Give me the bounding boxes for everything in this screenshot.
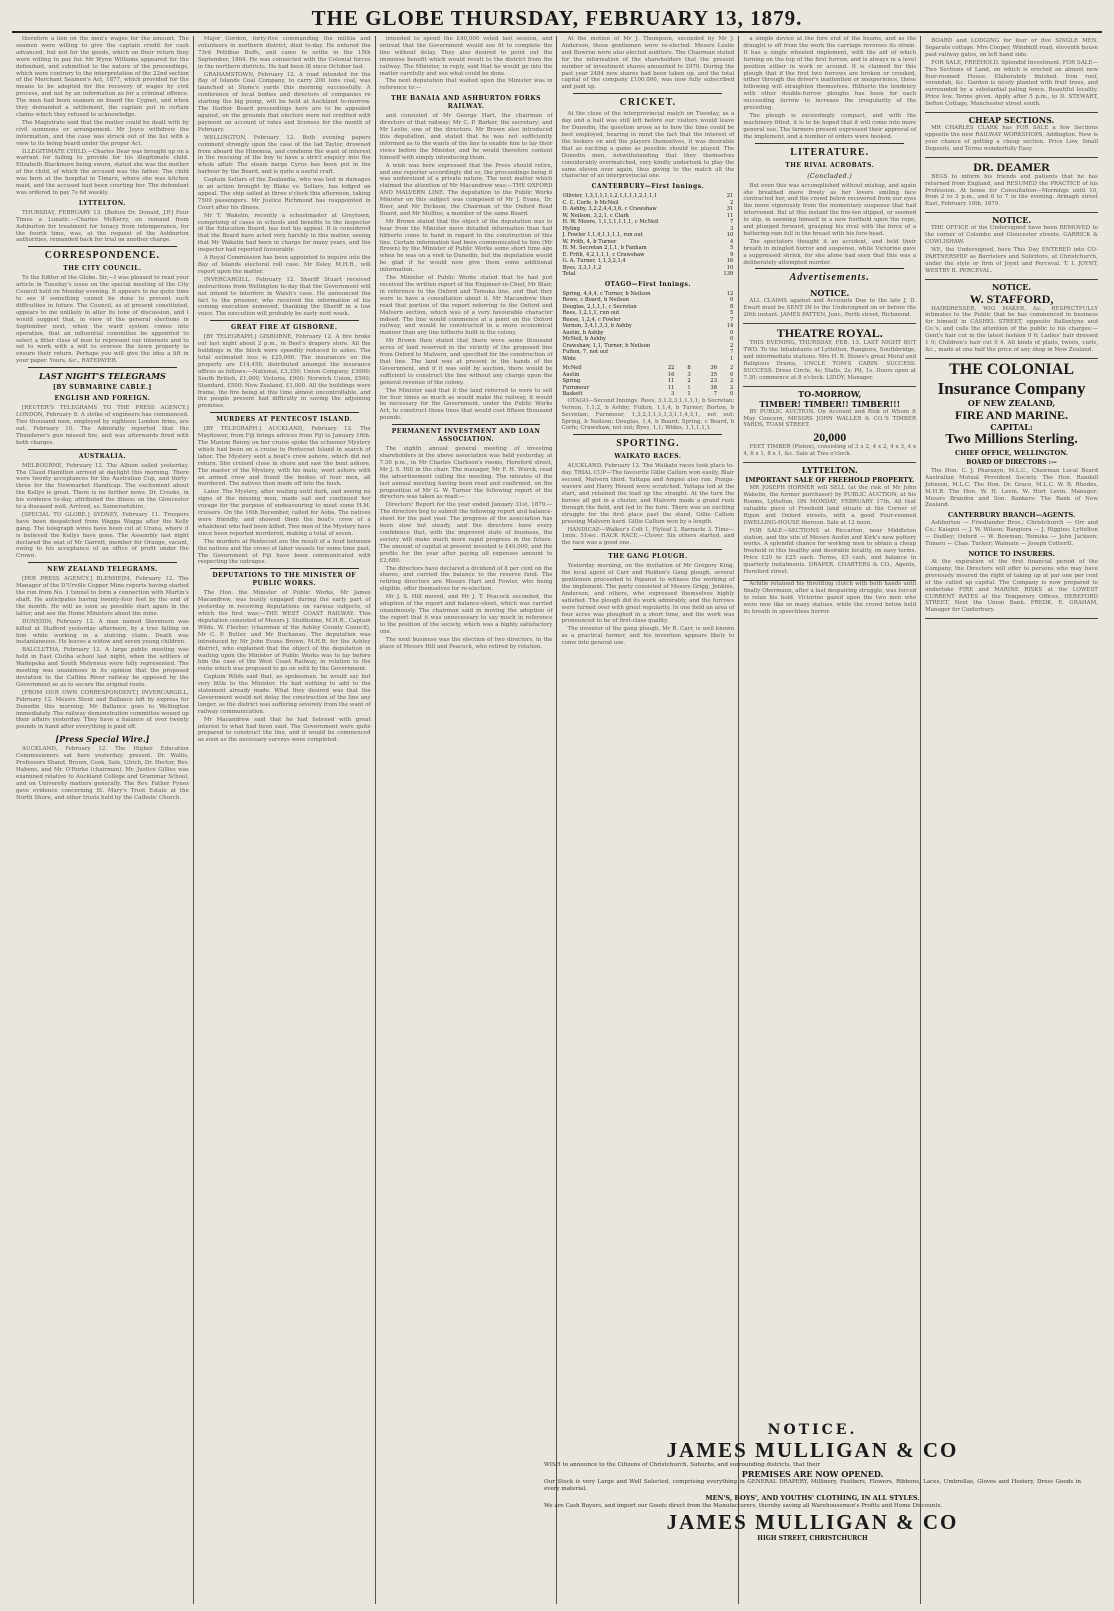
bowling-table (561, 365, 734, 398)
bowling-cell: 16 (667, 371, 675, 378)
bowling-cell: Baskett (562, 391, 583, 398)
bowling-cell: 22 (667, 365, 675, 372)
heading-telegrams: LAST NIGHT'S TELEGRAMS (38, 371, 166, 382)
bowling-cell: 38 (710, 384, 718, 391)
sub-telegrams: [BY SUBMARINE CABLE.] (53, 384, 152, 392)
canterbury-cell: E. Frith, 4,2,1,1,1, c Crawshaw (562, 251, 645, 258)
heading-city-council: THE CITY COUNCIL. (63, 265, 142, 273)
canterbury-cell: Ollivier, 1,3,1,1,1,1,2,1,1,1,1,2,1,1,1 (562, 193, 658, 200)
ad-canterbury-agents: CANTERBURY BRANCH—AGENTS. (947, 511, 1076, 520)
otago-cell: Reese, 1,2,4, c Fowler (562, 316, 621, 323)
heading-gisborne-fire: GREAT FIRE AT GISBORNE. (231, 324, 338, 332)
ad-notice-office: NOTICE. THE OFFICE of the Undersigned have been REMOVED to the corner of Colombo and Gloucester streets. GARRICK & COWLISHAW. WE, the Undersigned, have This Day ENTERED into CO-PARTNERSHIP as Barristers and Solicitors, at Christchurch, under the style or firm of Joynt and Perceval. T. I. JOYNT, WESTBY B. PERCEVAL. (925, 213, 1098, 279)
otago-innings-title: OTAGO—First Innings. (604, 280, 691, 288)
ad-theatre-title: THEATRE ROYAL. (776, 326, 883, 341)
ad-lyttelton: LYTTELTON. IMPORTANT SALE OF FREEHOLD PROPERTY. MR JOSEPH HORNER will SELL (at the risk of Mr John Wakelin, the former purchaser) by PUBLIC AUCTION, at his Rooms, Lyttelton, ON MONDAY, FEBRUARY 17th, All that valuable piece of Freehold land situate at the Corner of Ripon and Oxford streets, with a good Four-roomed DWELLING-HOUSE thereon. Sale at 12 noon. FOR SALE—SECTIONS at Riccarton, near Middleton station, and the site of Messrs Austin and Kirk's new pottery works. A splendid chance for working men to obtain a cheap freehold in this healthy and desirable locality, on easy terms. Price £20 to £25 each. Terms, £5 cash, and balance in quarterly instalments. DRAPER, CHARTERS & CO., Agents, Hereford street. (743, 463, 916, 581)
ad-timber-title: TIMBER! TIMBER!! TIMBER!!! (759, 398, 901, 409)
ad-stafford-title: W. STAFFORD, (969, 291, 1054, 306)
bowling-cell: 7 (713, 391, 718, 398)
ad-colonial-title: THE COLONIAL (949, 360, 1075, 378)
ad-dr-name: DR. DEAMER (973, 159, 1050, 174)
bowling-cell: 35 (710, 371, 718, 378)
bowling-cell: 2 (687, 378, 691, 385)
otago-cell: 0 (730, 329, 734, 336)
ad-board-lodging: BOARD and LODGING for four or five SINGLE MEN. Separate cottage. Mrs Cooper, Windmill road, eleventh house past railway gates, on left hand side. FOR SALE, FREEHOLD. Splendid Investment. FOR SALE—Two Sections of Land, on which is erected an almost new four-roomed House. Elaborately finished. Iron roof, verandah, &c. Garden is nicely planted with fruit trees, and surrounded by a substantial paling fence. Beautiful locality. Price low. Terms given. Apply after 5 p.m., to D. STEWART, Sefton Cottage, Manchester street south. (925, 36, 1098, 113)
ad-capital-label: CAPITAL: (990, 421, 1033, 432)
canterbury-cell: H. M. Secretan 2,1,1, b Fanham (562, 245, 647, 252)
otago-cell: 0 (730, 336, 734, 343)
bowling-cell: Furnmour (562, 384, 590, 391)
canterbury-cell: W. Frith, 4, b Turner (562, 238, 617, 245)
mulligan-clothing: MEN'S, BOYS', AND YOUTHS' CLOTHING, IN ALL STYLES. (705, 1494, 920, 1502)
heading-advertisements: Advertisements. (789, 272, 870, 284)
mulligan-name-1: JAMES MULLIGAN & CO (666, 1438, 959, 1462)
canterbury-cell: 4 (730, 238, 734, 245)
otago-cell: 1 (730, 355, 734, 362)
ad-notice: NOTICE. ALL CLAIMS against and Accounts Due to the late J. D. Ewart must be SENT IN to the Undersigned on or before the 20th instant. JAMES PATTEN, Junr., Perth street, Richmond. (743, 286, 916, 324)
bowling-cell: 0 (730, 391, 734, 398)
ad-chief-office: CHIEF OFFICE, WELLINGTON. (955, 448, 1069, 457)
heading-press-wire: [Press Special Wire.] (55, 734, 150, 745)
heading-deputations: DEPUTATIONS TO THE MINISTER OF PUBLIC WORKS. (212, 572, 357, 588)
bowling-cell: 2 (730, 378, 734, 385)
bowling-cell: 1 (687, 391, 691, 398)
ad-board-title: BOARD OF DIRECTORS :— (966, 458, 1057, 466)
heading-railway: THE BANAIA AND ASHBURTON FORKS RAILWAY. (391, 95, 541, 111)
ad-lyttelton-title: LYTTELTON. (801, 465, 858, 476)
ad-notice2-title: NOTICE. (991, 281, 1032, 292)
canterbury-cell: Hyling (562, 225, 580, 232)
masthead: THE GLOBE THURSDAY, FEBRUARY 13, 1879. (311, 6, 803, 30)
otago-cell: 0 (730, 297, 734, 304)
column-6 (920, 36, 1102, 1604)
masthead-rule (12, 31, 1102, 33)
canterbury-cell: 7 (730, 219, 734, 226)
canterbury-cell: Byes, 3,3,1,1,2 (562, 264, 602, 271)
mulligan-banner (540, 1422, 1085, 1544)
canterbury-cell: 9 (730, 251, 734, 258)
canterbury-cell: 2 (730, 199, 734, 206)
otago-row (561, 356, 734, 363)
mulligan-notice: NOTICE. (767, 1422, 858, 1438)
ad-insurance-title: Insurance Company (937, 378, 1086, 398)
otago-cell: Crawshaw, 1,1, Turner, b Neilson (562, 342, 651, 349)
ad-theatre: THEATRE ROYAL. THIS EVENING, THURSDAY, FEB. 13. LAST NIGHT BUT TWO. To the Inhabitants of Lyttelton, Rangiora, Southbridge, and intermediate stations. Mrs H. B. Stowe's great Moral and Religious Drama, UNCLE TOM'S CABIN. SUCCESS. SUCCESS. Dress Circle, 4s; Stalls, 2s; Pit, 1s. Doors open at 7.30; commence at 8 o'clock. LIDDY, Manager. (743, 324, 916, 386)
column-4: At the motion of Mr J. Thompson, seconded by Mr J. Anderson, those gentlemen were re-elected. Messrs Leslie and Bowron were also elected auditors. The Chairman stated for the information of the shareholders that the present number of investment shares amounted to 2970. During the past year 2484 new shares had been taken up, and the total capital of the company £100,000, was now fully subscribed and paid up. CRICKET. At the close of the interprovincial match on Tuesday, as a day and a half was still left before our visitors would leave for Dunedin, the question arose as to how the time could be best employed, bearing in mind the fact that the interest of the lookers on and the players themselves, it was desirable that as exciting a game as possible should be played. The Dunedin men, notwithstanding that they themselves considerably overmatched, very kindly undertook to play the same eleven over again, thus giving to the match all the character of an interprovincial one. CANTERBURY—First Innings. Ollivier, 1,3,1,1,1,1,2,1,1,1,1,2,1,1,1 21 C. C. Corfe, b McNeil 2 D. Ashby, 3,2,2,4,4,3,6, c Crawshaw 31 W. Neilson, 3,2,1, c Clark 11 H. W. Moore, 1,1,1,1,1,1,1, c McNeil 7 Hyling 3 J. Fowler 1,1,4,1,1,1,1, run out 10 W. Frith, 4, b Turner 4 H. M. Secretan 2,1,1, b Fanham 5 E. Frith, 4,2,1,1,1, c Crawshaw 9 G. A. Turner, 1,1,3,2,1,4 16 Byes, 3,3,1,1,2 10 Total 139 OTAGO—First Innings. Spring, 4,4,4, c Turner, b Neilson 12 Rowe, c Board, b Neilson 0 Douglas, 2,1,1,1, c Secretan 8 Rees, 1,2,1,1, run out 5 Reese, 1,2,4, c Fowler 7 Vernon, 3,4,1,3,3, b Ashby 14 Austin, b Ashby 0 McNeil, b Ashby 0 Crawshaw, 1,1, Turner, b Neilson 2 Fulton, 7, not out 7 Wide 1 McNeil 22 8 36 2 Austin 16 3 35 0 Spring 11 2 23 2 Furnmour 11 1 38 2 Baskett 3 1 7 0 OTAGO—Second Innings. Rees, 3,1,2,3,1,1,1,1, b Secretan; Vernon, 1,1,2, b Ashby; Fulton, 1,1,4, b Turner; Borton, b Secretan; Furnmour, 1,3,2,1,1,1,1,3,1,1,4,3,1, not out; Spring, b Neilson; Douglas, 1,4, b Board; Spring, c Board, b Corfe; Crawshaw, not out; Byes, 1,1; Wides, 1,1,1,1,1. SPORTING. WAIKATO RACES. AUCKLAND, February 12. The Waikato races took place to-day. TRIAL CUP—The favourite Gillie Callum won easily, Blair second, Malvern third. Yattapa and Ampisi also ran. Punga-wavere and Harry Hound were scratched. Yattapa led at the start, and retained the lead up the straight. At the turn the horses all got in a cluster, and Malvern made a grand rush through the field, and led to the turn. There was an exciting struggle for the first place past the stand, Gillie Callum pressing Malvern hard. Gillie Callum won by a length. HANDICAP.—Walker's Colt 1, Flyleaf 2, Barnacle 3. Time—1min. 51sec. HACK RACE.—Clover. Six others started, and the race was a good one. THE GANG PLOUGH. Yesterday morning, on the invitation of Mr Gregory King, the local agent of Carr and Holden's Gang plough, several gentlemen proceeded to Papanui to witness the working of the implement. The party consisted of Messrs Grigg, Jenkins, Anderson, and others, who expressed themselves highly satisfied. The plough did its work admirably, and the furrows were turned over with great regularity. In one field an area of four acres was ploughed in a short time, and the work was pronounced to be of first-class quality. The inventor of the gang plough, Mr R. Carr, is well known as a practical farmer, and his invention appears likely to come into general use. (556, 36, 738, 1604)
bowling-cell: 11 (667, 378, 675, 385)
canterbury-cell: W. Neilson, 3,2,1, c Clark (562, 212, 629, 219)
canterbury-total: 139 (723, 271, 734, 278)
column-2: Major Gordon, forty-five commanding the militia and volunteers in northern district, died to-day. He entered the 73rd Pettiboe Buffs, and came to settle in the 15th September, 1864. He was connected with the Colonial forces in the northern districts. He had been ill since October last. GRAHAMSTOWN, February 12. A road intended for the Bay of Islands Coal Company, to carry 200 tons coal, was launched at Stone's yards this morning successfully. A conference of local bodies and directors of companies re starting the big pump, will be held at Auckland to-morrow. The Harbor Board proceedings here are to be appealed against, on the grounds that electors were not credited with payment on account of rates and licenses for the month of February. WELLINGTON, February 12. Both evening papers comment strongly upon the case of the lad Taylor, drowned from aboard the Hinemoa, and condemn the want of interest in the rescuing of the boy to have a strict enquiry into the whole affair. The steam barge Cyrus has been put in the harbour by the Board, and is quite a useful craft. Captain Sellars of the Zealandia, who was lost in damages in an action brought by Blake vs. Sellars, has lodged an appeal. The ship sailed at three o'clock this afternoon, taking 7500 passengers. Mr Justice Richmond has reappointed in Court after his illness. Mr T. Wakelin, recently a schoolmaster at Greytown, comprising of cases in schools and benefits to the inspector of the Education Board, has lost his appeal. It is considered that the Board have acted very harshly in this matter, seeing that Mr Wakelin had been in charge for many years, and the inspector had reported favourably. A Royal Commission has been appointed to inquire into the Bay of Islands electoral roll case. Mr Ilsley, M.H.R., will report upon the matter. INVERCARGILL, February 12. Sheriff Stuart received instructions from Wellington to-day that the Government will not intend to interfere in Walsh's case. He announced the fact to the prisoner, who received the information of his coming execution unmoved, thanking the Sheriff in a low voice. The execution will probably be early next week. GREAT FIRE AT GISBORNE. [BY TELEGRAPH.] GISBORNE, February 12. A fire broke out last night about 2 p.m., in Beet's drapery store. All the buildings in the block were speedily reduced to ashes. The total estimated loss is £25,000. The insurances on the property are £14,450, distributed amongst the insurance offices as follows:—National, £3,350; Union Company, £3000; South British, £1,000; Victoria, £900; Norwich Union, £500; Standard, £500; New Zealand, £1,000. All the buildings were frame, the fire being at this time almost uncontrollable, and the people present had difficulty in saving the adjoining premises. MURDERS AT PENTECOST ISLAND. [BY TELEGRAPH.] AUCKLAND, February 12. The Mayflower, from Fiji brings advices from Fiji to January 16th. The Marion Renny on her cruise spoke the schooner Mystery which had been on a cruise to Pentecost Island in search of labor. The Mystery sent a boat's crew ashore, which did not return. She cruised close in shore and saw the boat ashore. The master of the Mystery, with his mate, went ashore with an armed crew and found the bodies of four men, all murdered. The natives then made off into the bush. Later. The Mystery, after waiting until dark, and seeing no signs of the missing men, made sail and continued her voyage for the purpose of endeavouring to meet some H.M. cruisers. On the 16th December, called for Aoba. The natives were friendly, and showed them the boat's crew of a whaleboat who had been killed. Two men of the Mystery have since been reported murdered, making a total of seven. The murders at Pentecost are the result of a feud between the natives and the crews of labor vessels for some time past. The Government of Fiji have been communicated with respecting the outrages. DEPUTATIONS TO THE MINISTER OF PUBLIC WORKS. The Hon. the Minister of Public Works, Mr James Macandrew, was busily engaged during the early part of yesterday in receiving deputations on various subjects, of which the first was:—THE WEST COAST RAILWAY. This deputation consisted of Messrs J. Studholme, M.H.R., Captain Wilds, W. Flesher, (chairman of the Ashley County Council), Mr C. P. Butler, and Mr Buchanan. The deputation was introduced by Mr John Evans Brown, M.H.R. for the Ashley district, who explained that the object of the deputation in waiting upon the Minister of Public Works was to lay before him the case of the West Coast Railway, in relation to the route which was proposed to go on with by the Government. Captain Wilds said that, as spokesman, he would say but very little to the Minister. He had nothing to add to the statement already made. What they desired was that the Government would not delay the construction of the line any longer, as the district was suffering severely from the want of railway communication. Mr Macandrew said that he had listened with great interest to what had been said. The Government were quite prepared to construct the line, and it would be commenced as soon as the necessary surveys were completed. (193, 36, 375, 1604)
rival-sub: (Concluded.) (807, 172, 853, 180)
bowling-cell: 2 (730, 365, 734, 372)
columns (12, 36, 1102, 1604)
canterbury-cell: G. A. Turner, 1,1,3,2,1,4 (562, 258, 626, 265)
canterbury-cell: 10 (726, 264, 734, 271)
ad-capital-value: Two Millions Sterling. (945, 431, 1078, 447)
canterbury-cell: 21 (726, 193, 734, 200)
otago-innings-table (561, 291, 734, 363)
ad-tomorrow: TO-MORROW, (798, 388, 862, 399)
mulligan-premises: PREMISES ARE NOW OPENED. (741, 1469, 884, 1479)
heading-lyttelton: LYTTELTON. (78, 199, 126, 207)
ad-cheap-sections: CHEAP SECTIONS. MR CHARLES CLARK has FOR SALE a few Sections opposite the new RAILWAY WORKSHOPS, Addington. Now is your chance of getting a cheap section. Price Low, Small Deposits, and Terms wonderfully Easy. (925, 113, 1098, 158)
otago-cell: 12 (726, 290, 734, 297)
bowling-cell: McNeil (562, 365, 582, 372)
ad-colonial-insurance: THE COLONIAL Insurance Company OF NEW ZEALAND, FIRE AND MARINE. CAPITAL: Two Millions Sterling. CHIEF OFFICE, WELLINGTON. BOARD OF DIRECTORS :— The Hon. C. J. Pharazyn, M.L.C., Chairman Local Board Australian Mutual Provident Society. The Hon. Randall Johnson, M.L.C. The Hon. Dr. Grace, M.L.C. W. B. Rhodes, M.H.R. The Hon. W. H. Levin. W. Hort Levin. Manager: Messrs Brandon and Son. Bankers: The Bank of New Zealand. CANTERBURY BRANCH—AGENTS. Ashburton — Friedlander Bros.; Christchurch — Orr and Co.; Kaiapoi — J. W. Wilson; Rangiora — J. Higgins; Lyttelton — Dudley; Oxford — W. Bowman; Temuka — John Jackson; Timaru — Chas. Tucker; Waimate — Joseph Cotterill. NOTICE TO INSURERS. At the expiration of the first financial period of the Company, the Directors will offer to persons who may have previously insured the right of taking up at par one per cent of the called up capital. The Company is now prepared to undertake FIRE and MARINE RISKS at the LOWEST CURRENT RATES at the Temporary Offices, HEREFORD STREET, Next the Union Bank. FREDK. E. GRAHAM, Manager for Canterbury. (925, 359, 1098, 619)
ad-fire-marine: FIRE AND MARINE. (955, 407, 1069, 422)
otago-cell: Austin, b Ashby (562, 329, 604, 336)
otago-cell: Vernon, 3,4,1,3,3, b Ashby (562, 323, 632, 330)
otago-cell: 8 (730, 303, 734, 310)
otago-cell: Rowe, c Board, b Neilson (562, 297, 630, 304)
mulligan-buyers: We are Cash Buyers, and import our Goods direct from the Manufacturers, thereby saving all Warehousemen's Profits and Home Discounts. (544, 1503, 943, 1509)
ad-stafford: NOTICE. W. STAFFORD, HAIRDRESSER, WIG MAKER, &c., RESPECTFULLY intimates to the Public that he has commenced in business for himself in CASHEL STREET, opposite Ballantyne and Co.'s, and calls the attention of the public to his charges:— Gent's hair cut in the latest fashion 0 6; Ladies' hair dressed 1 0; Children's hair cut 0 4. All kinds of plaits, twists, curls, &c., made at one half the price of any shop in New Zealand. (925, 280, 1098, 359)
canterbury-cell: D. Ashby, 3,2,2,4,4,3,6, c Crawshaw (562, 206, 657, 213)
bowling-cell: 11 (667, 384, 675, 391)
mulligan-stock: Our Stock is very Large and Well Selected, comprising everything in GENERAL DRAPERY, Millinery, Feathers, Flowers, Ribbons, Laces, Umbrellas, Gloves and Hosiery, Dress Goods in every material. (544, 1479, 1081, 1492)
canterbury-cell: 10 (726, 232, 734, 239)
bowling-cell: 0 (730, 371, 734, 378)
otago-cell: Fulton, 7, not out (562, 349, 609, 356)
otago-cell: Rees, 1,2,1,1, run out (562, 310, 620, 317)
ad-notice-title: NOTICE. (810, 288, 850, 299)
bowling-cell: 1 (687, 384, 691, 391)
otago-cell: Wide (562, 355, 576, 362)
heading-nz: NEW ZEALAND TELEGRAMS. (47, 566, 158, 574)
bowling-cell: 2 (730, 384, 734, 391)
otago-cell: 7 (730, 349, 734, 356)
heading-gang-plough: THE GANG PLOUGH. (608, 553, 688, 561)
column-3: intended to spend the £40,000 voted last session, and entreat that the Government would see fit to complete the line without delay. They also desired to point out the immense benefit which would result to the district from the railway. The Minister, in reply, said that he would go into the matter carefully and see what could be done. The next deputation that waited upon the Minister was in reference to:— THE BANAIA AND ASHBURTON FORKS RAILWAY. and consisted of Mr George Hart, the chairman of directors of that railway; Mr C. P. Barker, the secretary; and Mr Leslie, one of the directors. Mr Brown also introduced this deputation, and stated that he was not sufficiently informed as to the wants of the line to enable him to lay their views before the Minister, and he would therefore content himself with simply introducing them. A wish was here expressed that the Press should retire, and one reporter accordingly did so, the proceedings being it was understood of a private nature. The next matter which claimed the attention of Mr Macandrew was:—THE OXFORD AND MALVERN LINE. The deputation to the Public Works Minister on this subject was composed of Mr J. Evans, Dr. Boor, and Mr Dickson, the Chairman of the Oxford Road Board, and Mr Mullins, a member of the same Board. Mr Brown stated that the object of the deputation was to hear from the Minister more detailed information than had hitherto come to hand in regard to the construction of this line. Certain information had been communicated to him (Mr Brown) by the Minister of Public Works some short time ago when he was on a visit to Dunedin, but the deputation would be glad if he would now give them some additional information. The Minister of Public Works stated that he had just received the written report of the Engineer-in-Chief, Mr Blair, in reference to the Oxford and Temuka line, and that they were to have a consultation about it. Mr Macandrew then read that portion of the report referring to the Oxford and Malvern section, which was of a very favourable character indeed. The line would commence at a point on the Oxford railway, and would be constructed in a more economical manner than any line hitherto built in the colony. Mr Brown then stated that there were some thousand acres of land reserved in the vicinity of the proposed line from Oxford to Malvern, and specified for the construction of that line. The land was at present in the hands of the Government, and if it was sold by auction, there would be sufficient to construct the line without any charge upon the general revenue of the colony. The Minister said that if the land referred to were to sell for four times as much as would make the railway, it would be necessary for the Government, under the Public Works Act, to construct those lines that would cost fifteen thousand pounds. PERMANENT INVESTMENT AND LOAN ASSOCIATION. The eighth annual general meeting of investing shareholders in the above association was held yesterday, at 7.30 p.m., in Mr Charles Clarkson's rooms, Hereford street, Mr J. S. Hill in the chair. The manager, Mr F. H. Wurck, read the advertisement calling the meeting. The minutes of the last annual meeting having been read and confirmed, on the proposition of Mr G. W. Turner the following report of the directors was taken as read:— Directors' Report for the year ended January 31st, 1879.—The directors beg to submit the following report and balance-sheet for the past year. The progress of the association has been slow but steady, and the directors have every confidence that, with the improved state of business, the society will make much more rapid progress in the future. The amount of capital at present invested is £40,000, and the profits for the year after paying all expenses amount to £2,680. The directors have declared a dividend of 8 per cent on the shares, and carried the balance to the reserve fund. The retiring directors are Messrs Hart and Fowler, who being eligible, offer themselves for re-election. Mr J. S. Hill moved, and Mr J. T. Peacock seconded, the adoption of the report and balance-sheet, which was carried unanimously. The chairman said in moving the adoption of the report that it was unnecessary to say much in reference to the position of the society, which was a highly satisfactory one. The next business was the election of two directors, in the place of Messrs Hill and Peacock, who retired by rotation. (375, 36, 557, 1604)
mulligan-intro: WISH to announce to the Citizens of Christchurch, Suburbs, and surrounding districts, that their (544, 1462, 821, 1468)
canterbury-cell: C. C. Corfe, b McNeil (562, 199, 619, 206)
bowling-cell: 8 (687, 365, 691, 372)
otago-cell: 14 (726, 323, 734, 330)
otago-cell: 5 (730, 310, 734, 317)
bowling-cell: Austin (562, 371, 580, 378)
ad-of-nz: OF NEW ZEALAND, (967, 397, 1056, 408)
canterbury-cell: 3 (730, 225, 734, 232)
canterbury-cell: H. W. Moore, 1,1,1,1,1,1,1, c McNeil (562, 219, 659, 226)
heading-permanent: PERMANENT INVESTMENT AND LOAN ASSOCIATION. (391, 428, 541, 444)
ad-timber: TO-MORROW, TIMBER! TIMBER!! TIMBER!!! BY PUBLIC AUCTION. On Account and Risk of Whom it May Concern, MESSRS JOHN WALLER & CO.'S TIMBER YARDS, TUAM STREET. 20,000 FEET TIMBER (Piston), consisting of 3 x 2, 4 x 2, 4 x 3, 4 x 4, 6 x 1, 8 x 1, &c. Sale at Two o'clock. (743, 387, 916, 464)
ad-cheap-sections-title: CHEAP SECTIONS. (968, 115, 1055, 126)
heading-english: ENGLISH AND FOREIGN. (54, 395, 151, 403)
canterbury-cell: 11 (726, 212, 734, 219)
otago-cell: Spring, 4,4,4, c Turner, b Neilson (562, 290, 651, 297)
heading-sporting: SPORTING. (616, 438, 680, 450)
canterbury-cell: 31 (726, 206, 734, 213)
bowling-cell: 36 (710, 365, 718, 372)
mulligan-street: HIGH STREET, CHRISTCHURCH (757, 1535, 868, 1542)
mulligan-name-2: JAMES MULLIGAN & CO (666, 1510, 959, 1534)
ad-notice1-title: NOTICE. (991, 215, 1032, 226)
heading-pentecost: MURDERS AT PENTECOST ISLAND. (216, 416, 353, 424)
bowling-cell: 3 (671, 391, 675, 398)
otago-cell: 2 (730, 342, 734, 349)
canterbury-innings-title: CANTERBURY—First Innings. (591, 183, 705, 191)
ad-important-title: IMPORTANT SALE OF FREEHOLD PROPERTY. (745, 476, 915, 485)
heading-waikato: WAIKATO RACES. (614, 453, 682, 461)
heading-cricket: CRICKET. (619, 97, 677, 109)
otago-cell: 7 (730, 316, 734, 323)
bowling-cell: Spring (562, 378, 581, 385)
canterbury-cell: J. Fowler 1,1,4,1,1,1,1, run out (562, 232, 643, 239)
otago-cell: McNeil, b Ashby (562, 336, 606, 343)
heading-rival-acrobats: THE RIVAL ACROBATS. (785, 161, 875, 169)
column-1: therefore a lien on the men's wages for the amount. The seamen were willing to give the captain credit for cash advanced, but not for the goods, which on their return they were willing to pay for. Mr Wynn Williams appeared for the defendant, and submitted to the nature of the proceedings, which were contrary to the interpretation of the 22nd section of the Merchant Seamen's Act, 1877, which provided for the means to be adopted for the recovery of wages by civil process, and not by an information as for a criminal offence. The men had been seamen on board the Cygnet, and when they demanded a settlement, the captain put in certain claims which they refused to acknowledge. The Magistrate said that the matter could be dealt with by civil summons or arrangement. Mr Joyce withdrew the information, and the case was struck out of the list with a view to its being heard under the proper Act. ILLEGITIMATE CHILD.—Charles Dear was brought up on a warrant for failing to provide for his illegitimate child. Elizabeth Blackmore being sworn, stated she was the mother of the child, of which the accused was the father. The child was born at the hospital in Timaru, where she was kitchen maid, and the accused had been courting her. The defendant was ordered to pay 7s 6d weekly. LYTTELTON. THURSDAY, FEBRUARY 13. [Before Dr. Donald, J.P.] Four Times a Lunatic.—Charles McKerry, on remand from Ashburton for treatment for lunacy from intemperance, for the fourth time, was, at the request of the Ashburton authorities, remanded back for trial on another charge. CORRESPONDENCE. THE CITY COUNCIL. To the Editor of the Globe. Sir,—I was pleased to read your article in Tuesday's issue on the special meeting of the City Council held on Monday evening. It appears to me quite time to see if something cannot be done to prevent such difficulties in future. The Council, as at present constituted, appears to me unlikely to alter its tone of discussion, and I would suggest that, in view of the general elections in September next, when the ward system comes into operation, that an influential committee be appointed to select a fitter class of men to represent our interests and to set to work with a will to oversee the town property to ensure their return. Perhaps you will give the idea a lift in your paper. Yours, &c., RATEPAYER. LAST NIGHT'S TELEGRAMS [BY SUBMARINE CABLE.] ENGLISH AND FOREIGN. [REUTER'S TELEGRAMS TO THE PRESS AGENCY.] LONDON, February 8. A strike of engineers has commenced. Two thousand men, employed by eighteen London firms, are out. February 10. The Admiralty reported that the Thunderer's gun missed fire, and was afterwards fired with both charges. AUSTRALIA. MELBOURNE, February 12. The Albion sailed yesterday. The Claud Hamilton arrived at daylight this morning. There were twenty acceptances for the Australian Cup, and thirty-three for the Newmarket Handicap. The excitement about the Kellys is great. There is no further news. Dr. Crooks, in his evidence to-day, attributed the illness on the Gloucester to a diseased well. Arrived, ss. Somersetshire. [SPECIAL TO GLOBE.] SYDNEY, February 11. Troopers have been despatched from Wagga Wagga after the Kelly gang. The telegraph wires have been cut at Urana, where it is believed the Kellys have gone. The Assembly last night declared the seat of Mr Garrett, member for Orange, vacant, owing to his acceptance of an office of profit under the Crown. NEW ZEALAND TELEGRAMS. [PER PRESS AGENCY.] BLENHEIM, February 12. The Manager of the D'Urville Copper Mine reports having started the run from No. 1 tunnel to form a connection with Martin's shaft. He anticipates having twenty-four feet by the end of the month. He will as soon as possible start again in the latter, and see the Home Ministers about the mine. DUNEDIN, February 12. A man named Stevenson was killed at Stafford yesterday afternoon, by a tree falling on him while working in a sluicing claim. Death was instantaneous. He leaves a widow and seven young children. BALCLUTHA, February 12. A large public meeting was held in East Clutha school last night, when the settlers of Waitepeka and South Molyneux were fully represented. The meeting was unanimous in its opinion that the proposed deviation to the Catlins River railway be opposed by the Government so as to secure the original route. [FROM OUR OWN CORRESPONDENT.] INVERCARGILL, February 12. Messrs Stout and Ballance left by express for Dunedin this morning. Mr Ballance goes to Wellington immediately. The railway demonstration committee wound up their affairs yesterday. They have a balance of over twenty pounds in hand after everything is paid off. [Press Special Wire.] AUCKLAND, February 12. The Higher Education Commissioners sat here yesterday; present, Dr. Wallis, Professors Shand, Brown, Cook, Sale, Ulrich, Dr. Hector, Rev. Habens, and Mr. O'Rorke (chairman). Mr. Justice Gillies was examined relative to Auckland College and Grammar School, and on University matters generally. The Rev. Father Fynes gave evidence concerning St. Mary's Trust Estate at the North Shore, and other trusts held by the Catholic Church. (16, 36, 189, 801)
canterbury-cell: 5 (730, 245, 734, 252)
ad-dr-deamer: DR. DEAMER BEGS to inform his friends and patients that he has returned from England, and RESUMED the PRACTICE of his Profession. At home for Consultation—Mornings until 10, from 2 to 3 p.m., and 6 to 7 in the evening. Armagh street East, February 10th, 1879. (925, 158, 1098, 214)
ad-auction-number: 20,000 (813, 430, 847, 445)
heading-australia: AUSTRALIA. (78, 452, 126, 460)
bowling-cell: 23 (710, 378, 718, 385)
canterbury-cell: 16 (726, 258, 734, 265)
heading-literature: LITERATURE. (790, 146, 870, 158)
column-5: a simple device at the fore end of the beams, and as the draught is off from the work the carriage reverses its strain. It has a single wheeled implement, with the aid of which turning on the top of the first furrow, and is always in a level position either in work or around. It is claimed for this plough that if the first two furrows are broken or crooked, either through the driver's inattention or inexperience, these following will straighten themselves. Hitherto the tendency with other double-furrow ploughs has been for each succeeding furrow to increase the irregularity of the preceding. The plough is exceedingly compact, and with the machinery fitted, it is to be hoped that it will come into more general use. The farmers present expressed their approval of the implement, and a number of orders were booked. LITERATURE. THE RIVAL ACROBATS. (Concluded.) But even this was accomplished without mishap, and again she breathed more freely as her lovers smiling face contracted her, and the crowd below recovered from our eyes the more vigorously from the momentary suspense that had intervened. But at this instant the fire-ten slipped, or seemed to slip, in seeming himself in a new foothold upon the rope, and plunged forward, grasping his rival with the force of a battering-ram full in the breast with his fore-head. The spectators thought it an accident, and held their breath in mingled horror and suspense, while Victorine gave a suppressed shriek, for she alone had seen that this was a deliberately attempted murder. Advertisements. NOTICE. ALL CLAIMS against and Accounts Due to the late J. D. Ewart must be SENT IN to the Undersigned on or before the 20th instant. JAMES PATTEN, Junr., Perth street, Richmond. THEATRE ROYAL. THIS EVENING, THURSDAY, FEB. 13. LAST NIGHT BUT TWO. To the Inhabitants of Lyttelton, Rangiora, Southbridge, and intermediate stations. Mrs H. B. Stowe's great Moral and Religious Drama, UNCLE TOM'S CABIN. SUCCESS. SUCCESS. Dress Circle, 4s; Stalls, 2s; Pit, 1s. Doors open at 7.30; commence at 8 o'clock. LIDDY, Manager. TO-MORROW, TIMBER! TIMBER!! TIMBER!!! BY PUBLIC AUCTION. On Account and Risk of Whom it May Concern, MESSRS JOHN WALLER & CO.'S TIMBER YARDS, TUAM STREET. 20,000 FEET TIMBER (Piston), consisting of 3 x 2, 4 x 2, 4 x 3, 4 x 4, 6 x 1, 8 x 1, &c. Sale at Two o'clock. LYTTELTON. IMPORTANT SALE OF FREEHOLD PROPERTY. MR JOSEPH HORNER will SELL (at the risk of Mr John Wakelin, the former purchaser) by PUBLIC AUCTION, at his Rooms, Lyttelton, ON MONDAY, FEBRUARY 17th, All that valuable piece of Freehold land situate at the Corner of Ripon and Oxford streets, with a good Four-roomed DWELLING-HOUSE thereon. Sale at 12 noon. FOR SALE—SECTIONS at Riccarton, near Middleton station, and the site of Messrs Austin and Kirk's new pottery works. A splendid chance for working men to obtain a cheap freehold in this healthy and desirable locality, on easy terms. Price £20 to £25 each. Terms, £5 cash, and balance in quarterly instalments. DRAPER, CHARTERS & CO., Agents, Hereford street. Achille retained his throttling clutch with both hands until finally Obermann, after a last despairing struggle, was forced to relax his hold. Victorine gazed upon the two men who were now like so many statues, while the crowd below held its breath in speechless horror. (738, 36, 920, 1604)
canterbury-innings-table (561, 193, 734, 278)
otago-cell: Douglas, 2,1,1,1, c Secretan (562, 303, 637, 310)
ad-notice-insurers: NOTICE TO INSURERS. (968, 549, 1055, 558)
bowling-cell: 3 (687, 371, 691, 378)
heading-correspondence: CORRESPONDENCE. (44, 250, 161, 262)
total-label: Total (562, 271, 576, 278)
